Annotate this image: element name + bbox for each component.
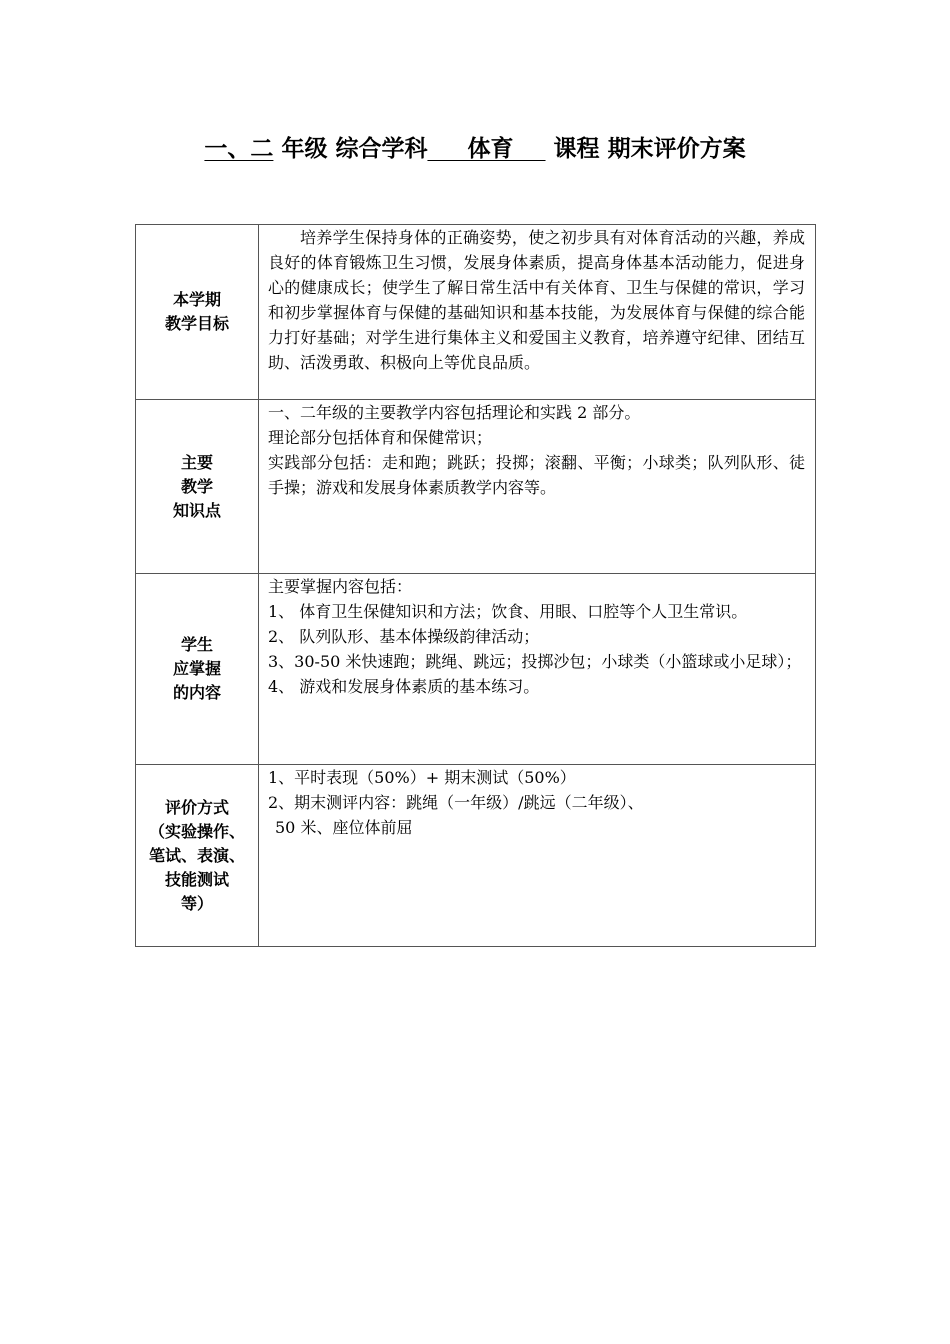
row-content-knowledge (259, 400, 816, 574)
label-line: 教学目标 (164, 314, 229, 333)
table-row-knowledge (136, 400, 816, 574)
table-row-mastery (136, 574, 816, 765)
mastery-line: 2、 队列队形、基本体操级韵律活动； (268, 627, 540, 646)
title-plan: 期末评价方案 (607, 136, 746, 162)
table-row-evaluation (136, 765, 816, 947)
row-content-goals (259, 225, 816, 400)
title-course (427, 132, 545, 166)
knowledge-line: 实践部分包括：走和跑；跳跃；投掷；滚翻、平衡；小球类；队列队形、徒手操；游戏和发展身体素质教学内容等。 (268, 453, 805, 497)
knowledge-line: 理论部分包括体育和保健常识； (268, 428, 493, 447)
title-course-name: 体育 (467, 136, 514, 162)
label-line: 学生 (180, 635, 213, 654)
label-line: （实验操作、 (148, 821, 245, 841)
goals-paragraph: 培养学生保持身体的正确姿势，使之初步具有对体育活动的兴趣，养成良好的体育锻炼卫生习惯，发展身体素质，提高身体基本活动能力，促进身心的健康成长；使学生了解日常生活中有关体育、卫生与保健的常识，学习和初步掌握体育与保健的基础知识和基本技能，为发展体育与保健的综合能力打好基础；对学生进行集体主义和爱国主义教育，培养遵守纪律、团结互助、活泼勇敢、积极向上等优良品质。 (268, 228, 805, 372)
mastery-line: 4、 游戏和发展身体素质的基本练习。 (268, 677, 540, 696)
mastery-line: 主要掌握内容包括： (268, 577, 413, 596)
label-line: 教学 (180, 476, 213, 496)
row-label-evaluation (136, 765, 259, 947)
label-line: 技能测试 (164, 869, 229, 889)
label-line: 本学期 (172, 290, 221, 309)
label-line: 的内容 (172, 683, 221, 702)
evaluation-line: 1、平时表现（50%）+ 期末测试（50%） (268, 768, 576, 787)
row-content-evaluation (259, 765, 816, 947)
label-line: 知识点 (172, 500, 221, 520)
evaluation-table (135, 224, 816, 947)
knowledge-line: 一、二年级的主要教学内容包括理论和实践 2 部分。 (268, 403, 641, 422)
row-label-knowledge (136, 400, 259, 574)
label-line: 主要 (180, 452, 213, 472)
evaluation-line: 50 米、座位体前屈 (275, 818, 413, 837)
label-line: 笔试、表演、 (148, 845, 245, 865)
title-subject-type: 综合学科 (335, 136, 428, 162)
title-grade-word: 年级 (281, 136, 328, 162)
label-line: 应掌握 (172, 659, 221, 678)
row-label-goals (136, 225, 259, 400)
page-title (0, 132, 950, 166)
row-content-mastery (259, 574, 816, 765)
evaluation-line: 2、期末测评内容：跳绳（一年级）/跳远（二年级）、 (268, 793, 644, 812)
label-line: 等） (180, 893, 213, 913)
row-label-mastery (136, 574, 259, 765)
table-row-goals (136, 225, 816, 400)
mastery-line: 3、30-50 米快速跑；跳绳、跳远；投掷沙包；小球类（小篮球或小足球）； (268, 652, 802, 671)
label-line: 评价方式 (164, 797, 229, 817)
mastery-line: 1、 体育卫生保健知识和方法；饮食、用眼、口腔等个人卫生常识。 (268, 602, 748, 621)
title-grades: 一、二 (204, 136, 274, 162)
title-course-word: 课程 (553, 136, 600, 162)
